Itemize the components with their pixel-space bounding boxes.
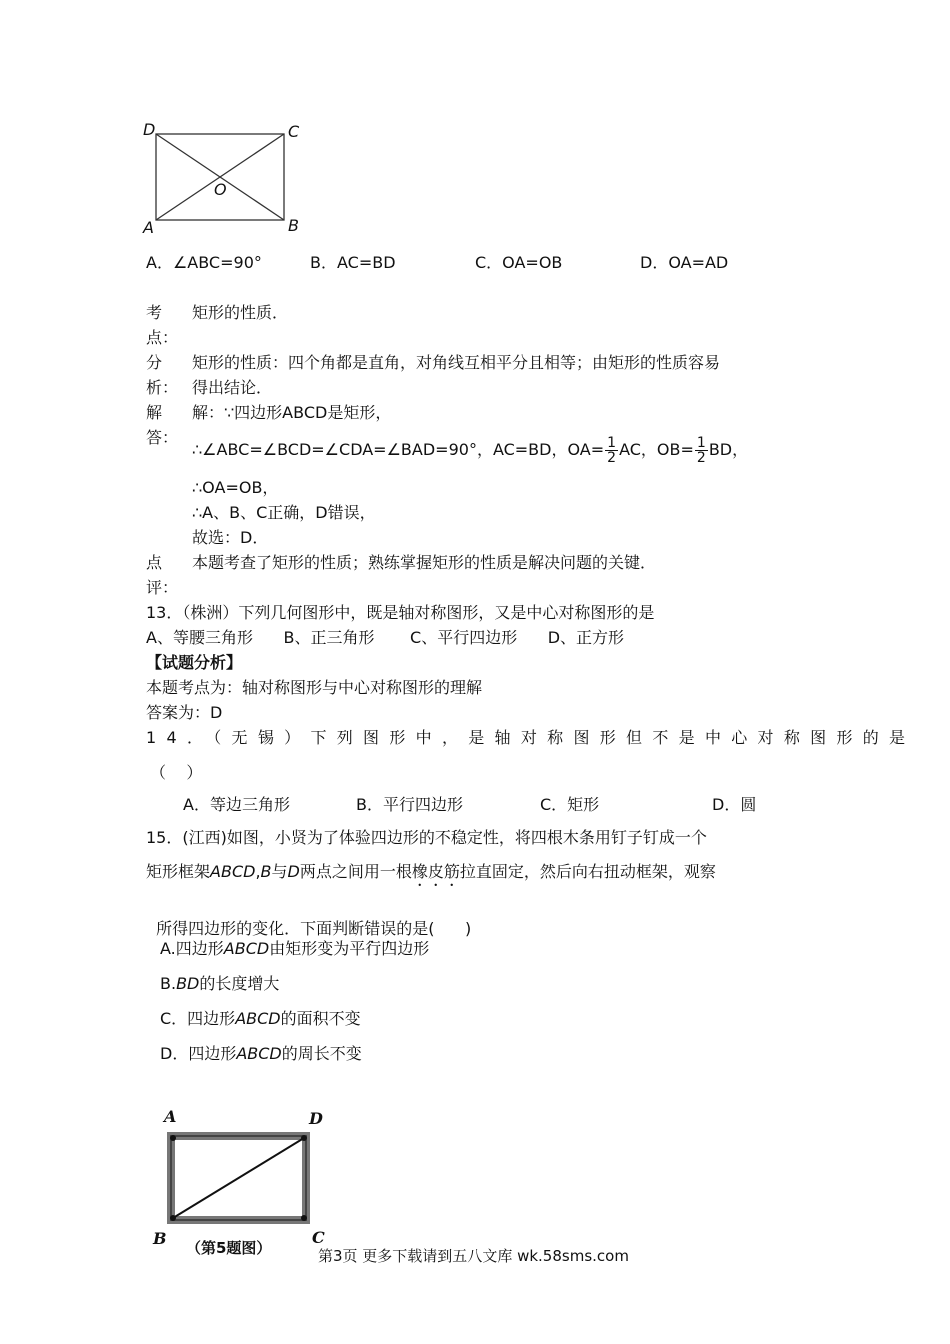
q13-options: A、等腰三角形 B、正三角形 C、平行四边形 D、正方形 xyxy=(146,628,625,647)
jieda-line-1: 解：∵四边形ABCD是矩形， xyxy=(192,403,392,422)
q12-option-b: B．AC=BD xyxy=(310,253,396,272)
jieda-label-2: 答： xyxy=(146,428,179,447)
q15-line-2: 矩形框架ABCD,B与D两点之间用一根橡皮筋拉直固定，然后向右扭动框架，观察 xyxy=(146,862,716,881)
q14-paren: （ ） xyxy=(150,763,203,782)
fig1-label-o: O xyxy=(214,180,227,199)
jieda-label-1: 解 xyxy=(146,403,163,422)
fraction-half-2: $\frac{1}{2}$ xyxy=(696,435,706,466)
jieda-line-3: ∴OA=OB， xyxy=(192,478,279,497)
fig2-label-a: A xyxy=(164,1107,177,1126)
q15-line-3: 所得四边形的变化．下面判断错误的是( ) xyxy=(156,919,472,938)
q15-line-1: 15．(江西)如图，小贤为了体验四边形的不稳定性，将四根木条用钉子钉成一个 xyxy=(146,828,707,847)
jieda-line-4: ∴A、B、C正确，D错误， xyxy=(192,503,376,522)
page-footer: 第3页 更多下载请到五八文库 wk.58sms.com xyxy=(318,1247,629,1265)
fraction-half-1: $\frac{1}{2}$ xyxy=(607,435,617,466)
q14-option-c: C．矩形 xyxy=(540,795,600,814)
fig1-label-c: C xyxy=(288,122,300,141)
figure-rectangle-diagonals xyxy=(140,118,310,238)
jieda-line-2: ∴∠ABC=∠BCD=∠CDA=∠BAD=90°，AC=BD，OA= $\frac{1}{2}$ AC，OB= $\frac{1}{2}$ BD， xyxy=(192,435,749,466)
figure-wooden-frame xyxy=(160,1125,320,1235)
fig2-caption: （第5题图） xyxy=(186,1239,272,1257)
fenxi-text-2: 得出结论． xyxy=(192,378,273,397)
dianping-label-2: 评： xyxy=(146,578,179,597)
q12-option-c: C．OA=OB xyxy=(475,253,563,272)
q15-option-d: D．四边形ABCD的周长不变 xyxy=(160,1044,362,1063)
q15-option-a: A.四边形ABCD由矩形变为平行四边形 xyxy=(160,939,430,958)
fig1-label-b: B xyxy=(288,216,299,235)
fenxi-label-1: 分 xyxy=(146,353,163,372)
q13-heading: 【试题分析】 xyxy=(146,653,243,672)
fig1-label-d: D xyxy=(143,120,156,139)
dianping-label-1: 点 xyxy=(146,553,163,572)
q14-question: 14．（无锡）下列图形中，是轴对称图形但不是中心对称图形的是 xyxy=(146,728,916,747)
fenxi-label-2: 析： xyxy=(146,378,179,397)
q15-option-c: C．四边形ABCD的面积不变 xyxy=(160,1009,361,1028)
q14-option-a: A．等边三角形 xyxy=(183,795,290,814)
fig1-label-a: A xyxy=(143,218,154,237)
jieda-line-5: 故选：D． xyxy=(192,528,269,547)
q13-question: 13．（株洲）下列几何图形中，既是轴对称图形，又是中心对称图形的是 xyxy=(146,603,655,622)
kaodian-label-2: 点： xyxy=(146,328,179,347)
q15-option-b: B.BD的长度增大 xyxy=(160,974,280,993)
fig2-label-d: D xyxy=(309,1109,323,1128)
q13-analysis: 本题考点为：轴对称图形与中心对称图形的理解 xyxy=(146,678,483,697)
q13-answer: 答案为：D xyxy=(146,703,223,722)
fenxi-text-1: 矩形的性质：四个角都是直角，对角线互相平分且相等；由矩形的性质容易 xyxy=(192,353,721,372)
fig2-label-c: C xyxy=(312,1228,325,1247)
kaodian-text: 矩形的性质． xyxy=(192,303,289,322)
fig2-label-b: B xyxy=(153,1229,167,1248)
q12-option-d: D．OA=AD xyxy=(640,253,729,272)
dianping-text: 本题考查了矩形的性质；熟练掌握矩形的性质是解决问题的关键． xyxy=(192,553,657,572)
q14-option-d: D．圆 xyxy=(712,795,757,814)
q14-option-b: B．平行四边形 xyxy=(356,795,463,814)
q12-option-a: A．∠ABC=90° xyxy=(146,253,262,272)
kaodian-label-1: 考 xyxy=(146,303,163,322)
